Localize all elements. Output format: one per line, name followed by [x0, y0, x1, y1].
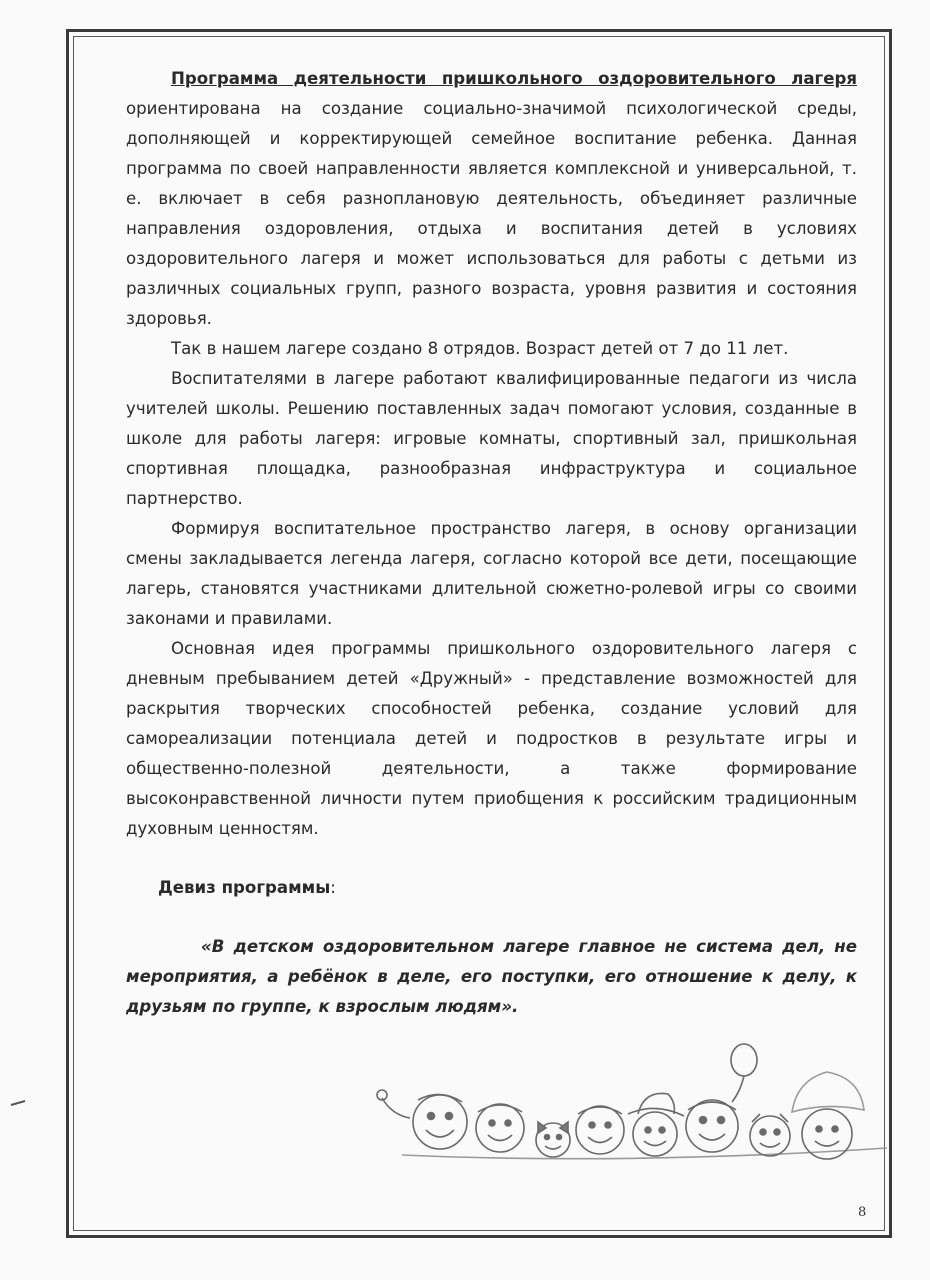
motto-label: Девиз программы: [158, 878, 331, 897]
motto-text: «В детском оздоровительном лагере главное не система дел, не мероприятия, а ребёнок в деле, его поступки, его отношение к делу, к друзьям по группе, к взрослым людям».: [126, 937, 857, 1016]
scan-mark: [10, 1100, 26, 1106]
paragraph-intro-text: ориентирована на создание социально-значимой психологической среды, дополняющей и корректирующей семейное воспитание ребенка. Данная программа по своей направленности является комплексной и универсальной, т. е. включает в себя разноплановую деятельность, объединяет различные направления оздоровления, отдыха и воспитания детей в условиях оздоровительного лагеря и может использоваться для работы с детьми из различных социальных групп, разного возраста, уровня развития и состояния здоровья.: [126, 99, 857, 328]
program-title: Программа деятельности пришкольного оздоровительного лагеря: [171, 69, 857, 88]
paragraph-main-idea: Основная идея программы пришкольного оздоровительного лагеря с дневным пребыванием детей «Дружный» - представление возможностей для раскрытия творческих способностей ребенка, создание условий для самореализации потенциала детей и подростков в результате игры и общественно-полезной деятельности, а также формирование высоконравственной личности путем приобщения к российским традиционным духовным ценностям.: [126, 639, 857, 838]
paragraph-squads: Так в нашем лагере создано 8 отрядов. Возраст детей от 7 до 11 лет.: [171, 339, 789, 358]
motto-colon: :: [330, 878, 336, 897]
page-number: 8: [858, 1205, 867, 1220]
paragraph-legend: Формируя воспитательное пространство лагеря, в основу организации смены закладывается легенда лагеря, согласно которой все дети, посещающие лагерь, становятся участниками длительной сюжетно-ролевой игры со своими законами и правилами.: [126, 519, 857, 628]
motto-heading: [126, 873, 857, 903]
document-body: [126, 64, 857, 1022]
paragraph-intro: [126, 64, 857, 334]
paragraph-educators: Воспитателями в лагере работают квалифицированные педагоги из числа учителей школы. Решению поставленных задач помогают условия, созданные в школе для работы лагеря: игровые комнаты, спортивный зал, пришкольная спортивная площадка, разнообразная инфраструктура и социальное партнерство.: [126, 369, 857, 508]
children-illustration: [372, 1040, 892, 1180]
